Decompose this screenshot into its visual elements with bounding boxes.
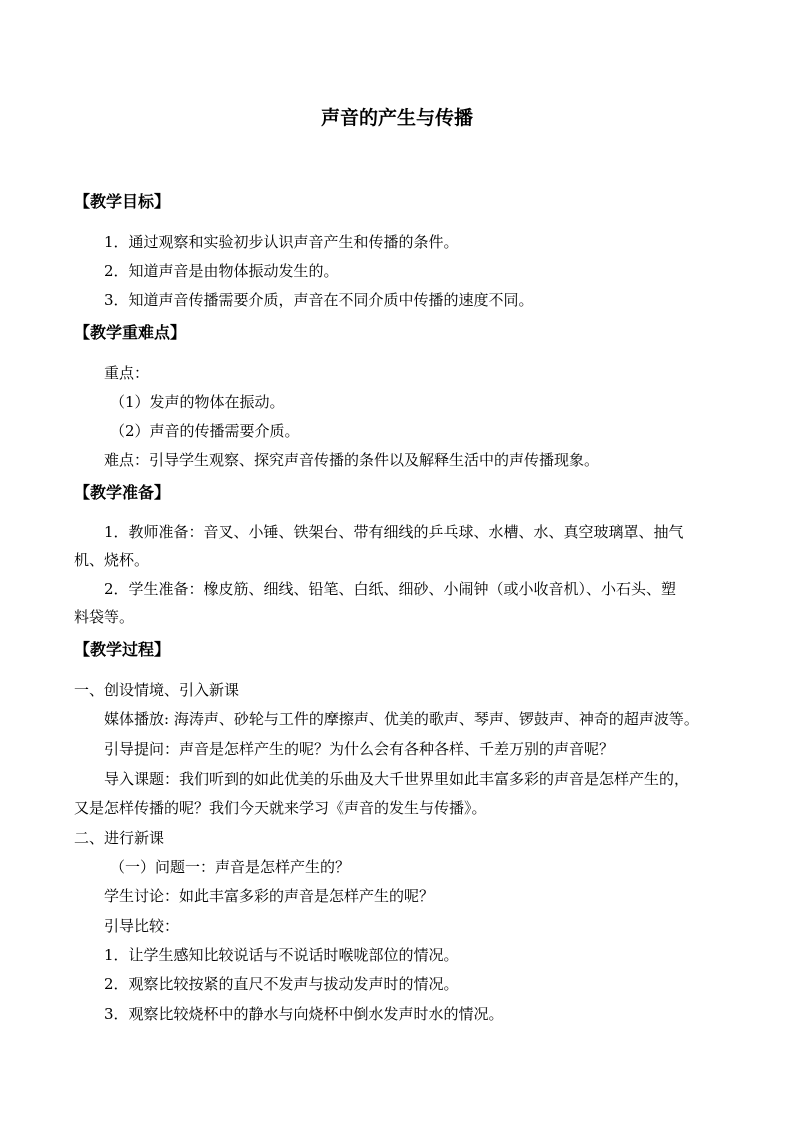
intro-line2: 又是怎样传播的呢？我们今天就来学习《声音的发生与传播》。 — [74, 799, 487, 817]
heading-goals: 【教学目标】 — [74, 192, 171, 211]
prep-teacher-line2: 机、烧杯。 — [74, 551, 150, 569]
intro-line1: 导入课题：我们听到的如此优美的乐曲及大千世界里如此丰富多彩的声音是怎样产生的， — [104, 770, 690, 788]
compare-item-1: 1．让学生感知比较说话与不说话时喉咙部位的情况。 — [104, 946, 459, 964]
media-text: 媒体播放: 海涛声、砂轮与工件的摩擦声、优美的歌声、琴声、锣鼓声、神奇的超声波等。 — [104, 710, 699, 728]
prep-teacher-line1: 1．教师准备：音叉、小锤、铁架台、带有细线的乒乓球、水槽、水、真空玻璃罩、抽气 — [104, 523, 684, 541]
part1-title: 一、创设情境、引入新课 — [74, 681, 240, 699]
key-item-2: （2）声音的传播需要介质。 — [110, 422, 300, 440]
key-item-1: （1）发声的物体在振动。 — [110, 393, 285, 411]
goal-item-1: 1．通过观察和实验初步认识声音产生和传播的条件。 — [104, 233, 459, 251]
compare-label: 引导比较： — [104, 917, 180, 935]
page-title: 声音的产生与传播 — [320, 107, 473, 129]
heading-prep: 【教学准备】 — [74, 483, 171, 502]
prep-student-line2: 料袋等。 — [74, 608, 135, 626]
compare-item-2: 2．观察比较按紧的直尺不发声与拔动发声时的情况。 — [104, 975, 459, 993]
part2-title: 二、进行新课 — [74, 829, 165, 847]
compare-item-3: 3．观察比较烧杯中的静水与向烧杯中倒水发声时水的情况。 — [104, 1005, 504, 1023]
key-label: 重点： — [104, 364, 150, 382]
difficulty-text: 难点：引导学生观察、探究声音传播的条件以及解释生活中的声传播现象。 — [104, 451, 600, 469]
goal-item-3: 3．知道声音传播需要介质，声音在不同介质中传播的速度不同。 — [104, 291, 534, 309]
question-text: 引导提问：声音是怎样产生的呢？为什么会有各种各样、千差万别的声音呢？ — [104, 740, 615, 758]
question-one: （一）问题一：声音是怎样产生的？ — [110, 858, 351, 876]
prep-student-line1: 2．学生准备：橡皮筋、细线、铅笔、白纸、细砂、小闹钟（或小收音机）、小石头、塑 — [104, 580, 677, 598]
discussion-text: 学生讨论：如此丰富多彩的声音是怎样产生的呢？ — [104, 887, 435, 905]
heading-keypoints: 【教学重难点】 — [74, 323, 187, 342]
heading-process: 【教学过程】 — [74, 640, 171, 659]
goal-item-2: 2．知道声音是由物体振动发生的。 — [104, 262, 339, 280]
